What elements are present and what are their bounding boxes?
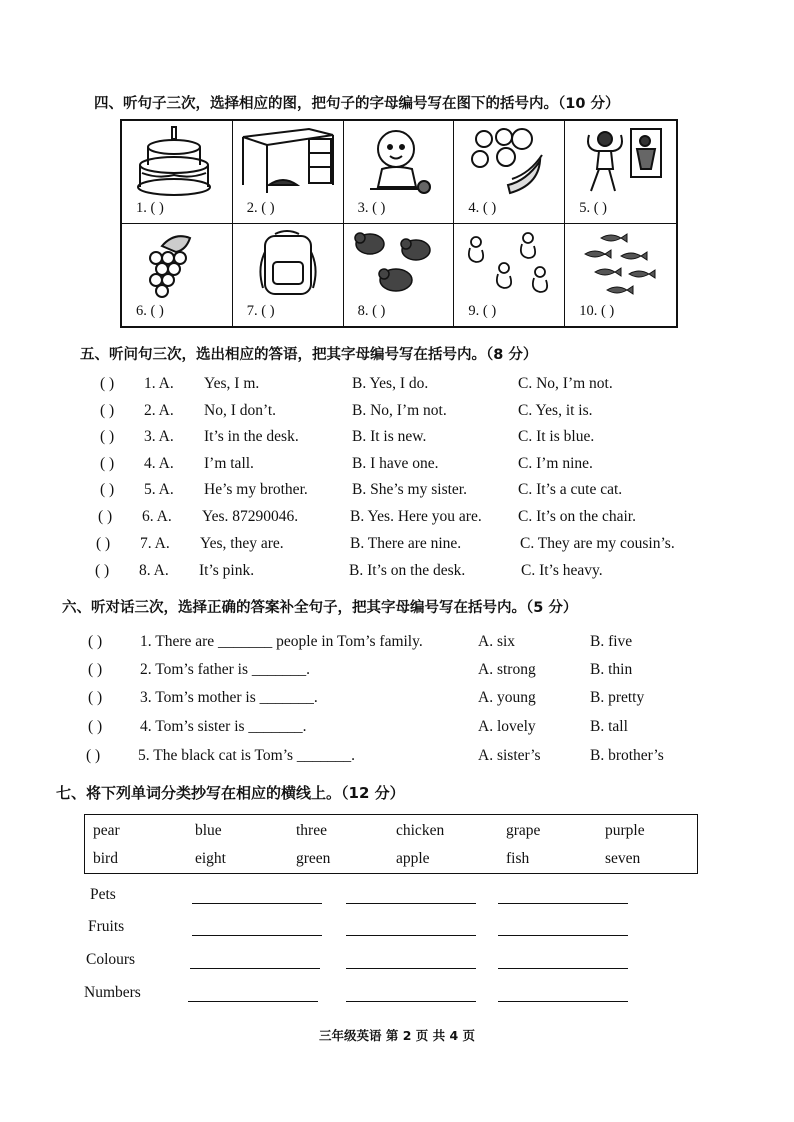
option-c: C. No, I’m not. <box>518 375 613 392</box>
question-stem: 2. Tom’s father is _______. <box>140 661 310 678</box>
option-b: B. No, I’m not. <box>352 402 447 419</box>
baby-icon <box>350 125 446 199</box>
picture-grid <box>120 119 678 328</box>
category-colours: Colours <box>86 951 136 968</box>
word: apple <box>396 850 430 867</box>
word: pear <box>93 822 120 839</box>
option-b: B. She’s my sister. <box>352 481 467 498</box>
question-number: 8. A. <box>139 562 169 579</box>
section5-title: 五、听问句三次，选出相应的答语，把其字母编号写在括号内。（8 分） <box>80 347 538 363</box>
picture-label-5: 5. ( ) <box>579 199 607 216</box>
word: fish <box>506 850 530 867</box>
answer-line[interactable] <box>188 1001 318 1002</box>
word: three <box>296 822 327 839</box>
picture-label-2: 2. ( ) <box>246 199 275 216</box>
picture-cell-8 <box>344 224 455 327</box>
answer-line[interactable] <box>192 935 322 936</box>
question-number: 2. A. <box>144 402 174 419</box>
option-c: C. They are my cousin’s. <box>520 535 675 552</box>
answer-line[interactable] <box>192 903 322 904</box>
picture-label-6: 6. ( ) <box>136 303 164 319</box>
q6-row <box>88 718 708 742</box>
answer-bracket[interactable]: ( ) <box>96 535 111 552</box>
picture-cell-9 <box>454 224 565 327</box>
picture-cell-7 <box>233 224 344 327</box>
option-b: B. Yes, I do. <box>352 375 429 392</box>
word: blue <box>195 822 222 839</box>
question-number: 6. A. <box>142 508 172 525</box>
ducks-icon <box>460 228 556 302</box>
option-a: A. strong <box>478 661 536 678</box>
answer-bracket[interactable]: ( ) <box>88 661 103 678</box>
question-number: 3. A. <box>144 428 174 445</box>
answer-line[interactable] <box>498 903 628 904</box>
category-fruits: Fruits <box>88 918 125 935</box>
answer-line[interactable] <box>190 968 320 969</box>
picture-cell-5 <box>565 121 676 224</box>
picture-label-4: 4. ( ) <box>468 199 497 216</box>
question-number: 5. A. <box>144 481 174 498</box>
option-c: C. Yes, it is. <box>518 402 593 419</box>
option-b: B. It is new. <box>352 428 427 445</box>
option-a: A. sister’s <box>478 747 541 764</box>
birthday-cake-icon <box>128 125 224 199</box>
category-numbers: Numbers <box>84 984 141 1001</box>
option-b: B. I have one. <box>352 455 439 472</box>
answer-bracket[interactable]: ( ) <box>95 562 110 579</box>
picture-label-1: 1. ( ) <box>136 199 164 216</box>
word: grape <box>506 822 541 839</box>
option-b: B. brother’s <box>590 747 664 764</box>
section6-title: 六、听对话三次，选择正确的答案补全句子，把其字母编号写在括号内。（5 分） <box>62 600 578 616</box>
question-number: 4. A. <box>144 455 174 472</box>
option-b: B. thin <box>590 661 633 678</box>
section7-title: 七、将下列单词分类抄写在相应的横线上。（12 分） <box>56 784 405 802</box>
picture-label-9: 9. ( ) <box>468 303 497 319</box>
section4-title: 四、听句子三次，选择相应的图，把句子的字母编号写在图下的括号内。（10 分） <box>94 96 620 112</box>
option-b: B. five <box>590 633 633 650</box>
question-stem: 1. There are _______ people in Tom’s family. <box>140 633 423 650</box>
answer-bracket[interactable]: ( ) <box>100 455 115 472</box>
answer-bracket[interactable]: ( ) <box>100 428 115 445</box>
option-c: C. It’s heavy. <box>521 562 603 579</box>
q6-row <box>86 747 706 771</box>
option-c: C. It’s on the chair. <box>518 508 636 525</box>
option-a: Yes, I m. <box>204 375 260 392</box>
option-a: Yes, they are. <box>200 535 284 552</box>
option-b: B. There are nine. <box>350 535 462 552</box>
question-number: 1. A. <box>144 375 174 392</box>
question-stem: 3. Tom’s mother is _______. <box>140 689 318 706</box>
backpack-icon <box>239 228 335 302</box>
option-a: It’s in the desk. <box>204 428 299 445</box>
word: bird <box>93 850 118 867</box>
answer-line[interactable] <box>346 935 476 936</box>
answer-line[interactable] <box>498 935 628 936</box>
option-b: B. It’s on the desk. <box>349 562 466 579</box>
fish-icon <box>571 228 667 302</box>
picture-cell-1 <box>122 121 233 224</box>
page-footer: 三年级英语 第 2 页 共 4 页 <box>318 1028 475 1043</box>
word-box <box>84 814 698 874</box>
word: purple <box>605 822 645 839</box>
option-b: B. pretty <box>590 689 645 706</box>
question-number: 7. A. <box>140 535 170 552</box>
option-c: C. It’s a cute cat. <box>518 481 623 498</box>
answer-bracket[interactable]: ( ) <box>100 375 115 392</box>
word: eight <box>195 850 226 867</box>
answer-line[interactable] <box>498 1001 628 1002</box>
q6-row <box>88 633 708 657</box>
option-a: A. young <box>478 689 536 706</box>
grapes-icon <box>128 228 224 302</box>
option-b: B. tall <box>590 718 628 735</box>
q6-row <box>88 689 708 713</box>
option-b: B. Yes. Here you are. <box>350 508 482 525</box>
option-a: It’s pink. <box>199 562 255 579</box>
answer-bracket[interactable]: ( ) <box>86 747 101 764</box>
answer-line[interactable] <box>346 968 476 969</box>
answer-line[interactable] <box>346 1001 476 1002</box>
word: green <box>296 850 331 867</box>
question-stem: 5. The black cat is Tom’s _______. <box>138 747 356 764</box>
question-stem: 4. Tom’s sister is _______. <box>140 718 307 735</box>
picture-label-10: 10. ( ) <box>579 303 615 319</box>
answer-bracket[interactable]: ( ) <box>100 481 115 498</box>
option-a: A. six <box>478 633 516 650</box>
picture-cell-6 <box>122 224 233 327</box>
picture-label-7: 7. ( ) <box>246 303 275 319</box>
picture-label-8: 8. ( ) <box>357 303 386 319</box>
q6-row <box>88 661 708 685</box>
option-a: Yes. 87290046. <box>202 508 299 525</box>
answer-bracket[interactable]: ( ) <box>88 689 103 706</box>
option-a: He’s my brother. <box>204 481 308 498</box>
picture-cell-10 <box>565 224 676 327</box>
option-c: C. I’m nine. <box>518 455 593 472</box>
category-pets: Pets <box>90 886 116 903</box>
strong-man-icon <box>571 125 667 199</box>
word: seven <box>605 850 641 867</box>
picture-cell-3 <box>344 121 455 224</box>
picture-label-3: 3. ( ) <box>357 199 386 216</box>
answer-bracket[interactable]: ( ) <box>88 718 103 735</box>
option-a: No, I don’t. <box>204 402 277 419</box>
picture-cell-2 <box>233 121 344 224</box>
option-c: C. It is blue. <box>518 428 595 445</box>
answer-bracket[interactable]: ( ) <box>98 508 113 525</box>
answer-bracket[interactable]: ( ) <box>88 633 103 650</box>
word: chicken <box>396 822 445 839</box>
fruits-icon <box>460 125 556 199</box>
chicks-icon <box>350 228 446 302</box>
option-a: A. lovely <box>478 718 536 735</box>
option-a: I’m tall. <box>204 455 254 472</box>
desk-icon <box>239 125 335 199</box>
answer-bracket[interactable]: ( ) <box>100 402 115 419</box>
answer-line[interactable] <box>498 968 628 969</box>
picture-cell-4 <box>454 121 565 224</box>
answer-line[interactable] <box>346 903 476 904</box>
